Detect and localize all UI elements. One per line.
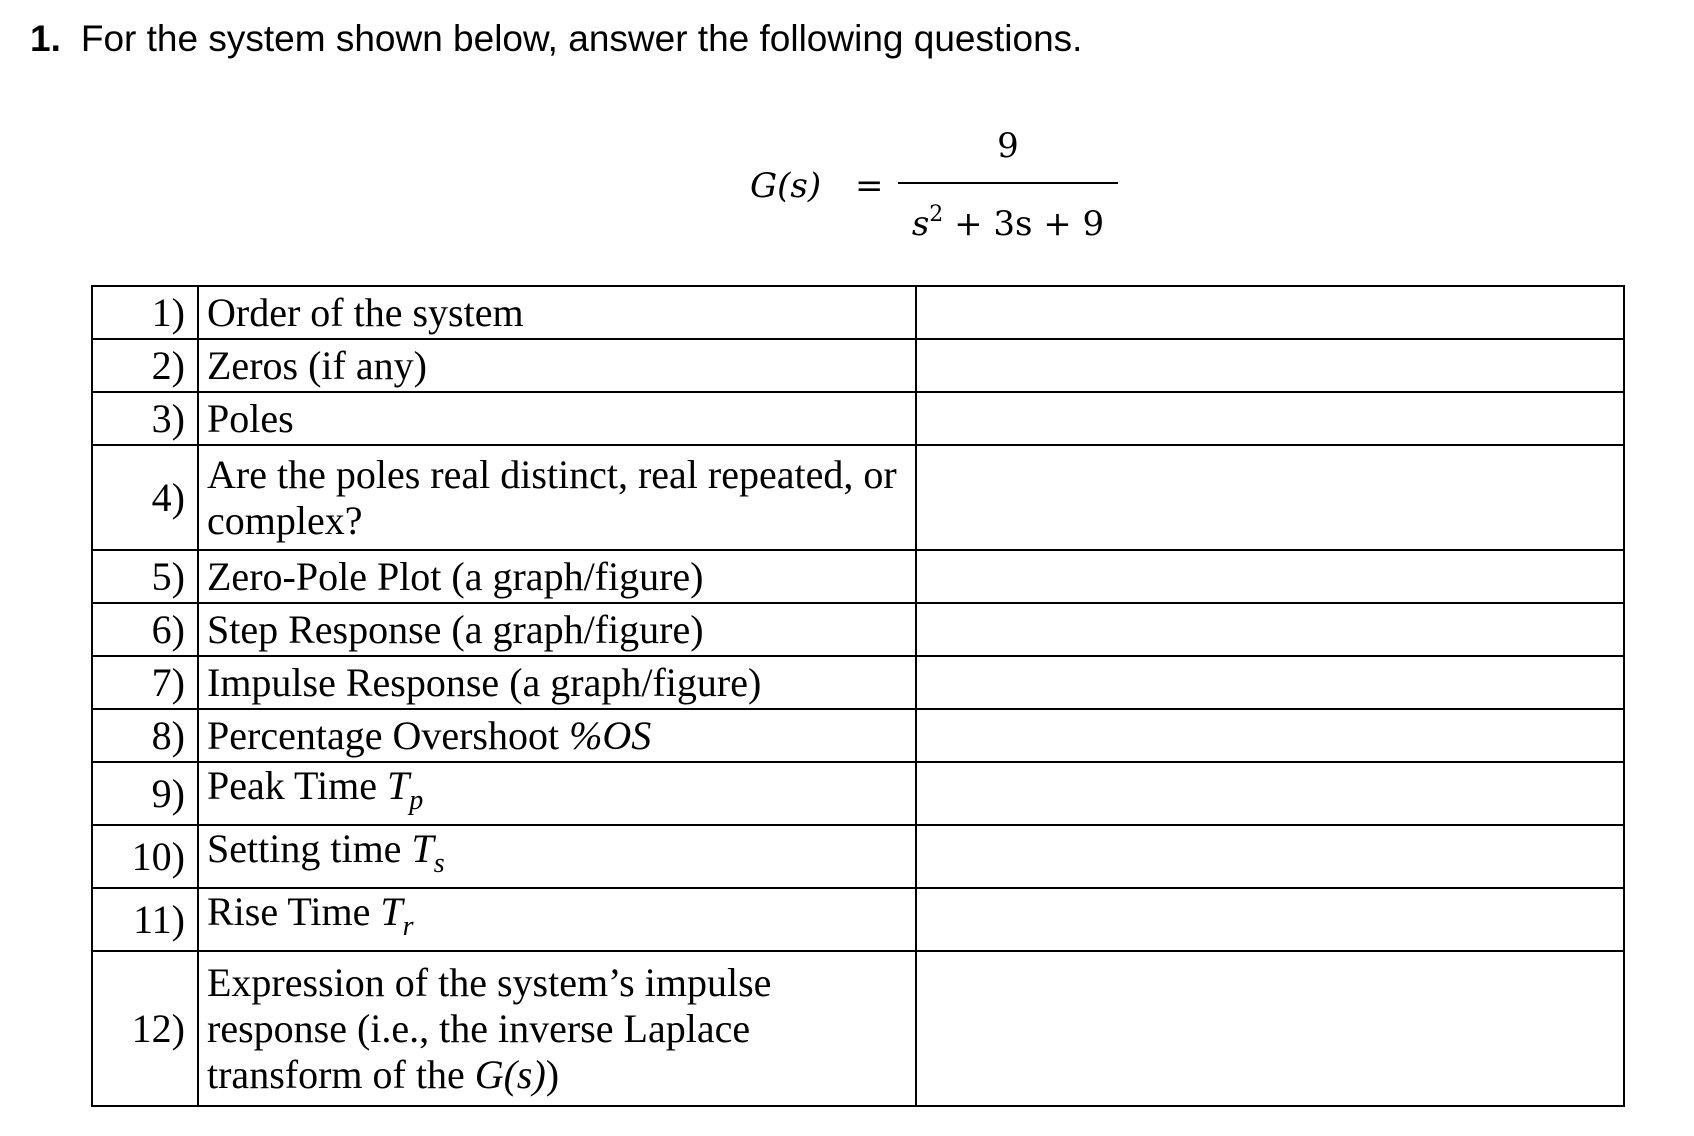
- question-cell: Rise Time $T_r$: [198, 888, 916, 951]
- row-number: 9): [92, 762, 198, 825]
- question-cell: Zero-Pole Plot (a graph/figure): [198, 550, 916, 603]
- answer-cell[interactable]: [916, 951, 1624, 1106]
- table-row: [92, 762, 1624, 825]
- answer-cell[interactable]: [916, 603, 1624, 656]
- row-number: 10): [92, 825, 198, 888]
- equals-sign: =: [855, 166, 884, 206]
- answer-cell[interactable]: [916, 762, 1624, 825]
- question-cell: Are the poles real distinct, real repeated, or complex?: [198, 445, 916, 550]
- row-number: 5): [92, 550, 198, 603]
- answer-cell[interactable]: [916, 709, 1624, 762]
- denominator: $s^2 + 3s + 9$: [911, 202, 1105, 244]
- table-row: [92, 951, 1624, 1106]
- numerator: 9: [997, 126, 1019, 166]
- question-cell: Zeros (if any): [198, 339, 916, 392]
- fraction-bar: [898, 182, 1118, 184]
- row-number: 6): [92, 603, 198, 656]
- table-row: [92, 888, 1624, 951]
- question-cell: Expression of the system’s impulse response (i.e., the inverse Laplace transform of the G(s)): [198, 951, 916, 1106]
- table-row: [92, 656, 1624, 709]
- question-cell: Setting time $T_s$: [198, 825, 916, 888]
- question-number: 1.: [30, 18, 61, 59]
- answer-cell[interactable]: [916, 888, 1624, 951]
- row-number: 2): [92, 339, 198, 392]
- question-cell: Step Response (a graph/figure): [198, 603, 916, 656]
- fraction: [898, 118, 1118, 244]
- answer-cell[interactable]: [916, 550, 1624, 603]
- answer-cell[interactable]: [916, 392, 1624, 445]
- answer-cell[interactable]: [916, 445, 1624, 550]
- row-number: 11): [92, 888, 198, 951]
- table-row: [92, 286, 1624, 339]
- question-cell: Peak Time $T_p$: [198, 762, 916, 825]
- table-row: [92, 709, 1624, 762]
- row-number: 3): [92, 392, 198, 445]
- questions-table: [91, 285, 1625, 1107]
- row-number: 1): [92, 286, 198, 339]
- question-text: For the system shown below, answer the following questions.: [80, 18, 1083, 59]
- question-heading: [30, 18, 1082, 60]
- table-row: [92, 825, 1624, 888]
- answer-cell[interactable]: [916, 656, 1624, 709]
- table-row: [92, 603, 1624, 656]
- question-cell: Poles: [198, 392, 916, 445]
- answer-cell[interactable]: [916, 825, 1624, 888]
- row-number: 8): [92, 709, 198, 762]
- answer-cell[interactable]: [916, 286, 1624, 339]
- table-row: [92, 339, 1624, 392]
- table-row: [92, 550, 1624, 603]
- question-cell: Percentage Overshoot %OS: [198, 709, 916, 762]
- row-number: 12): [92, 951, 198, 1106]
- row-number: 7): [92, 656, 198, 709]
- table-row: [92, 392, 1624, 445]
- row-number: 4): [92, 445, 198, 550]
- table-row: [92, 445, 1624, 550]
- transfer-function-lhs: G(s): [750, 166, 822, 206]
- question-cell: Order of the system: [198, 286, 916, 339]
- question-cell: Impulse Response (a graph/figure): [198, 656, 916, 709]
- answer-cell[interactable]: [916, 339, 1624, 392]
